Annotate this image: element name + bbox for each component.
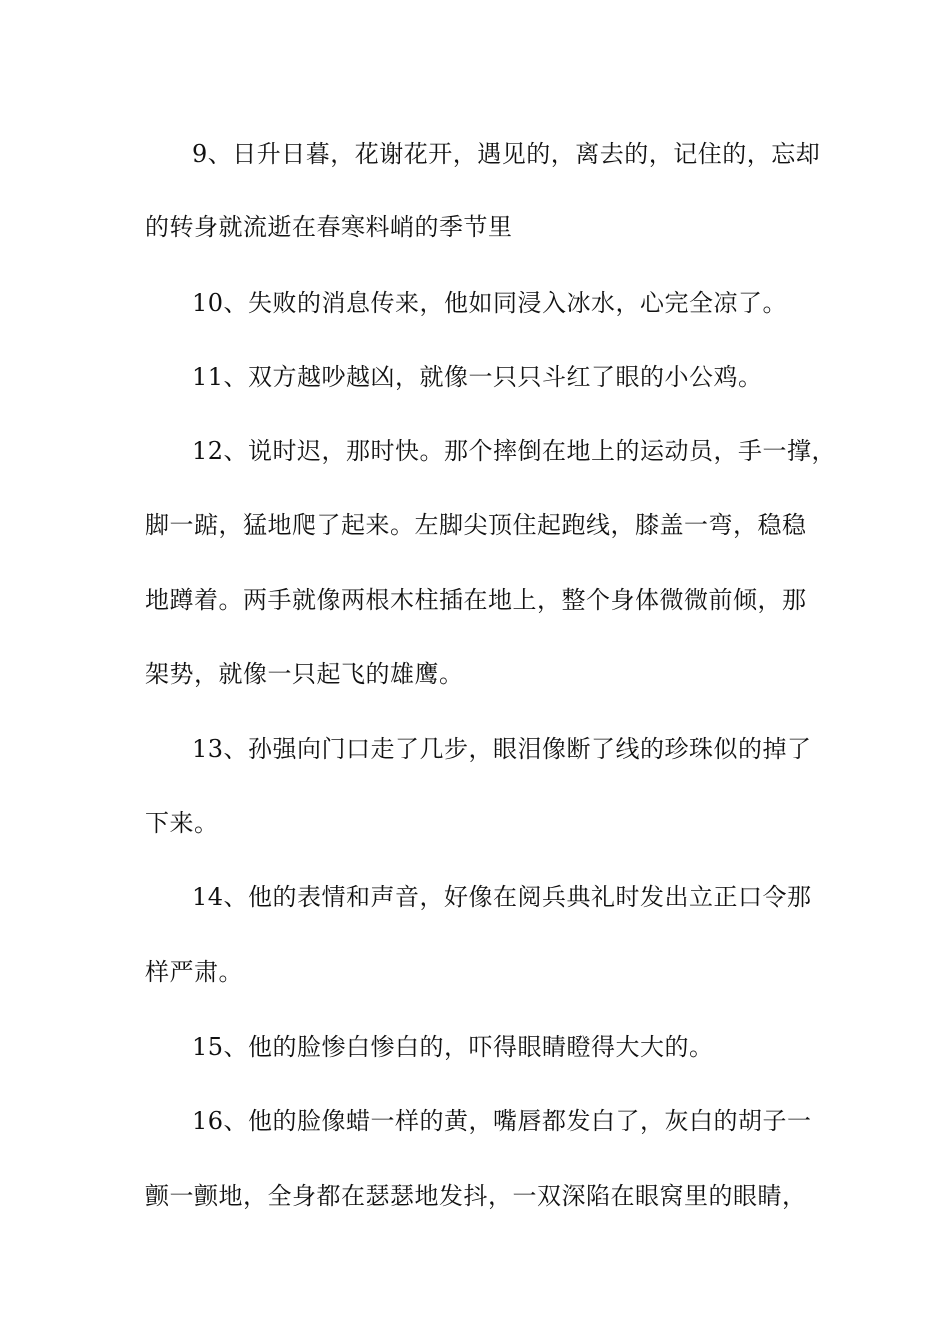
item-14-line-1: 14、他的表情和声音，好像在阅兵典礼时发出立正口令那 [192,883,812,911]
item-9-line-2: 的转身就流逝在春寒料峭的季节里 [145,213,513,241]
item-14-line-2: 样严肃。 [145,958,243,986]
item-11-line-1: 11、双方越吵越凶，就像一只只斗红了眼的小公鸡。 [192,363,763,391]
item-12-line-1: 12、说时迟，那时快。那个摔倒在地上的运动员，手一撑， [192,437,837,465]
item-16-line-1: 16、他的脸像蜡一样的黄，嘴唇都发白了，灰白的胡子一 [192,1107,812,1135]
item-12-line-4: 架势，就像一只起飞的雄鹰。 [145,660,464,688]
item-12-line-2: 脚一踮，猛地爬了起来。左脚尖顶住起跑线，膝盖一弯，稳稳 [145,511,807,539]
item-10-line-1: 10、失败的消息传来，他如同浸入冰水，心完全凉了。 [192,289,788,317]
item-9-line-1: 9、日升日暮，花谢花开，遇见的，离去的，记住的，忘却 [192,140,821,168]
item-15-line-1: 15、他的脸惨白惨白的，吓得眼睛瞪得大大的。 [192,1033,714,1061]
item-13-line-2: 下来。 [145,809,219,837]
item-12-line-3: 地蹲着。两手就像两根木柱插在地上，整个身体微微前倾，那 [145,586,807,614]
item-13-line-1: 13、孙强向门口走了几步，眼泪像断了线的珍珠似的掉了 [192,735,812,763]
item-16-line-2: 颤一颤地，全身都在瑟瑟地发抖，一双深陷在眼窝里的眼睛， [145,1182,807,1210]
